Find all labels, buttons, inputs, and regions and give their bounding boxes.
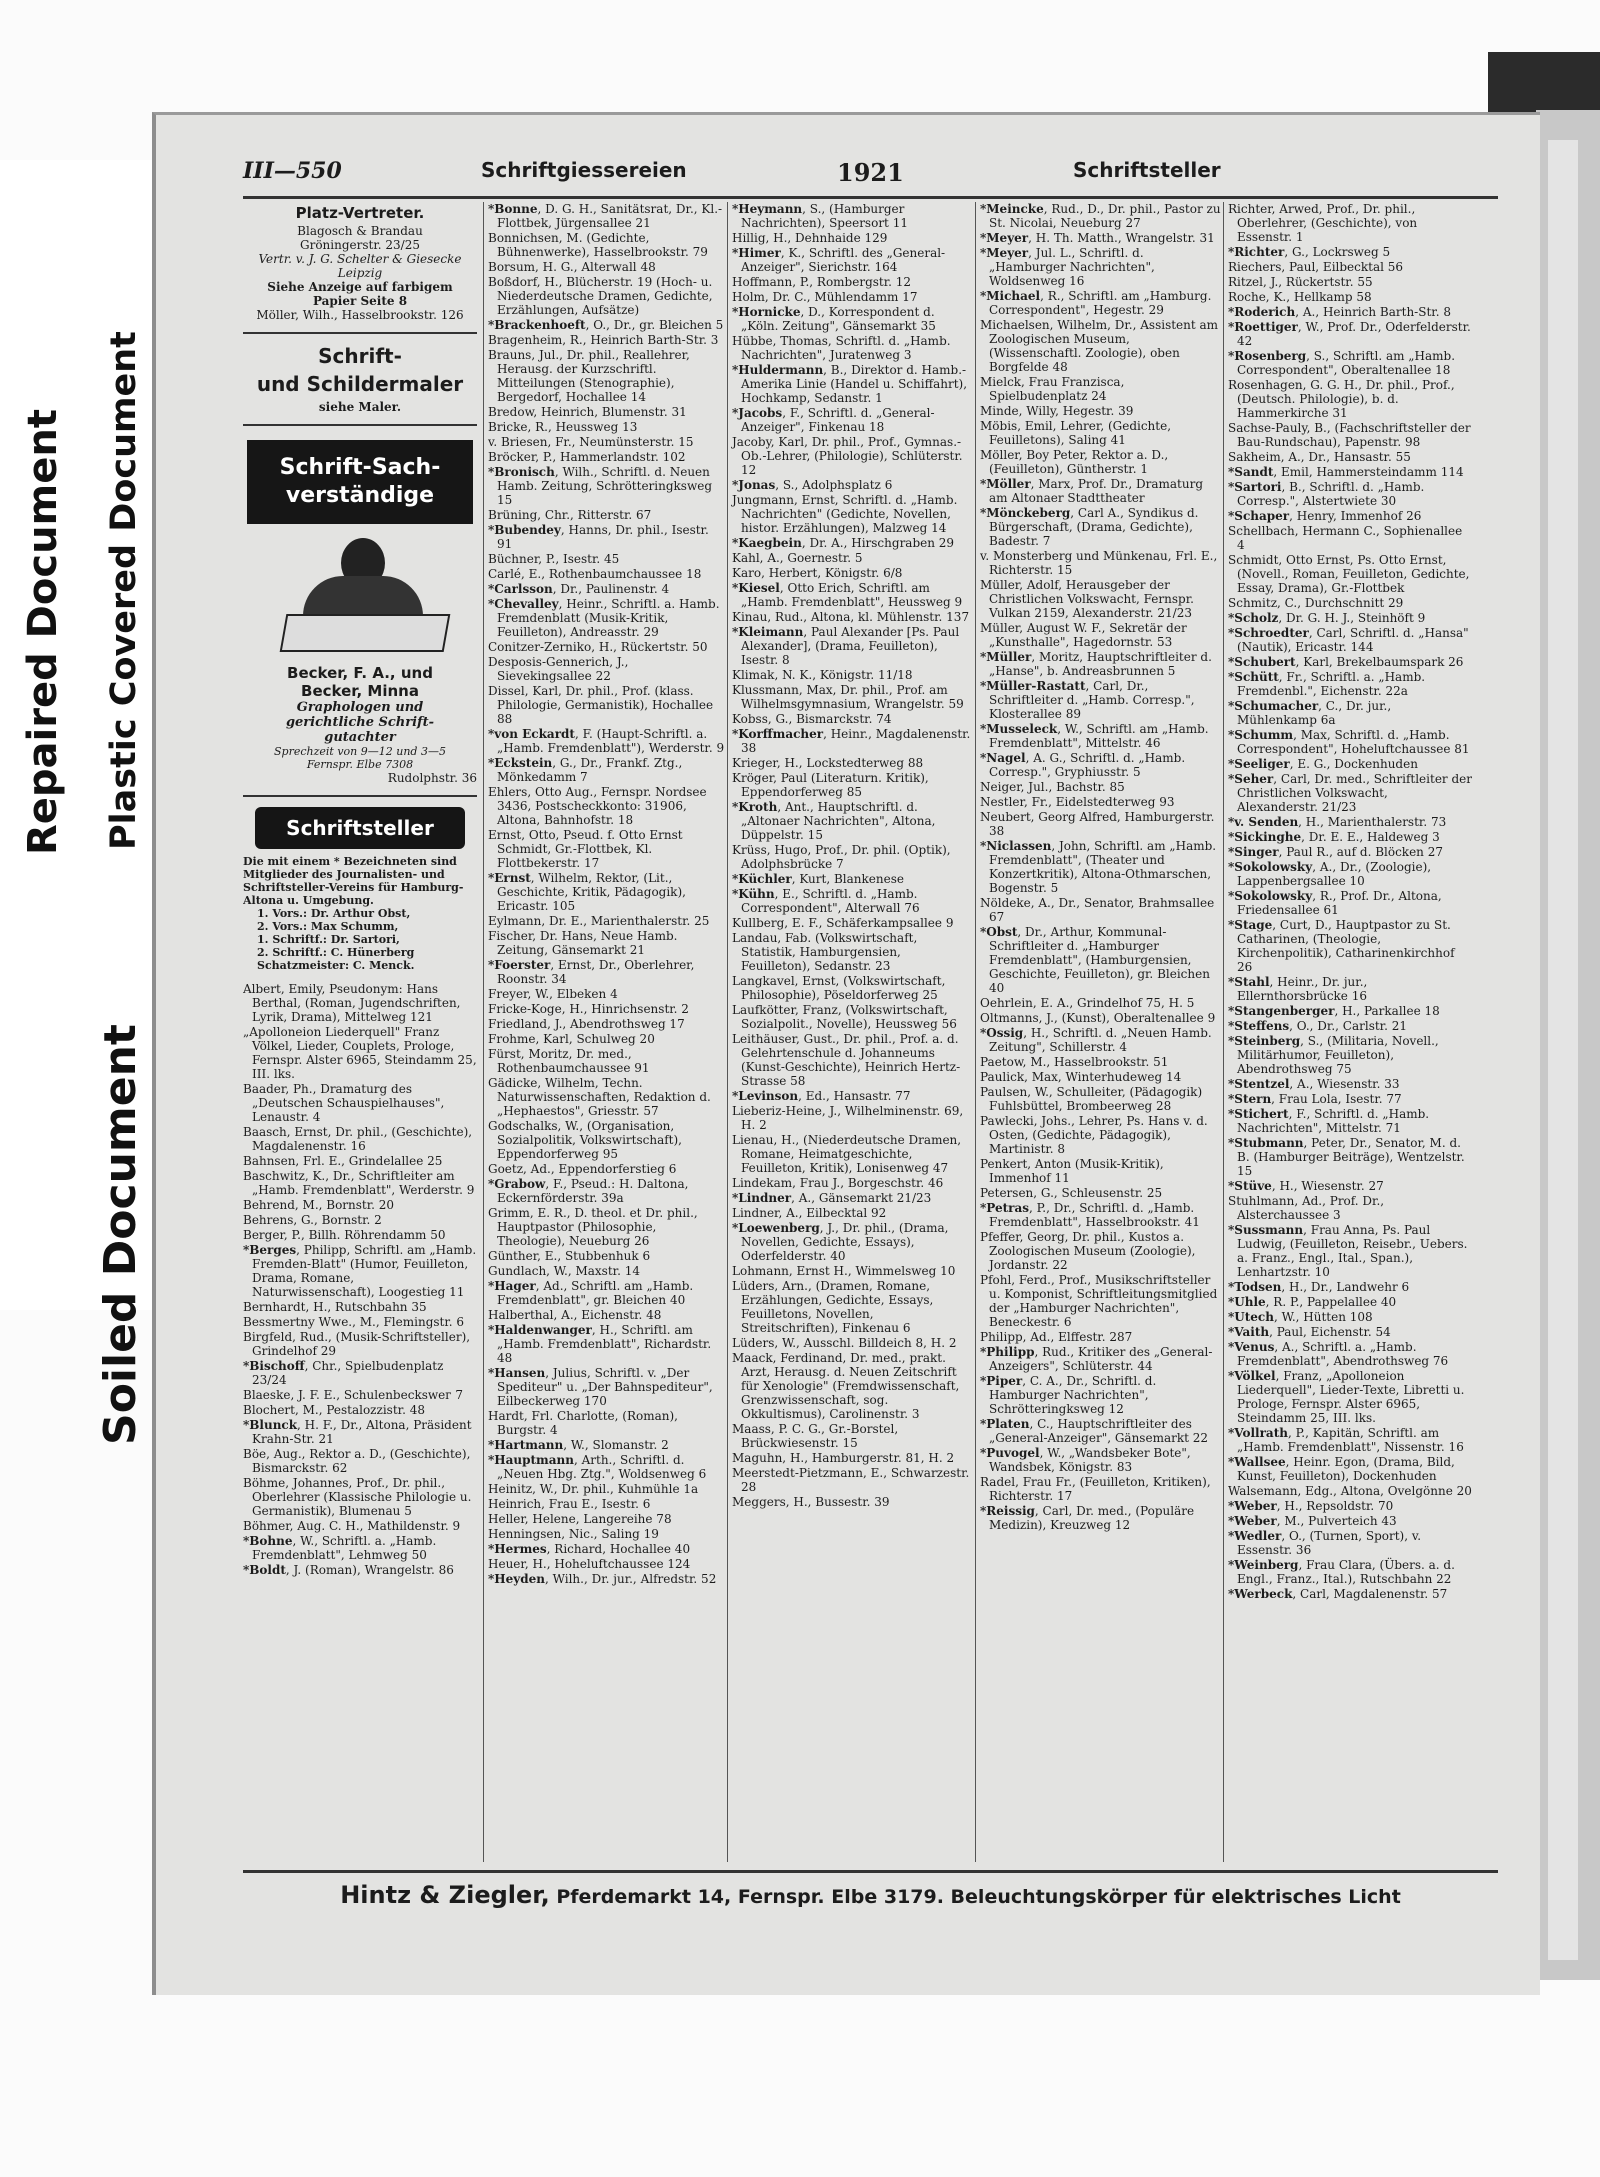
directory-entry: *Korffmacher, Heinr., Magdalenenstr. 38 [732,727,971,755]
directory-entry: Goetz, Ad., Eppendorferstieg 6 [488,1162,677,1176]
directory-entry: *Stubmann, Peter, Dr., Senator, M. d. B. (Hamburger Beiträge), Wentzelstr. 15 [1228,1136,1465,1178]
directory-entry: Jacoby, Karl, Dr. phil., Prof., Gymnas.-Ob.-Lehrer, (Philologie), Schlüterstr. 12 [732,435,963,477]
ad-sach-title: verständige [285,483,435,508]
directory-entry: Grimm, E. R., D. theol. et Dr. phil., Hauptpastor (Philosophie, Theologie), Neueburg 26 [488,1206,698,1248]
directory-entry: *Stahl, Heinr., Dr. jur., Ellernthorsbrücke 16 [1228,975,1368,1003]
adjacent-page-edge-inner [1548,140,1578,1960]
directory-entry: Lienau, H., (Niederdeutsche Dramen, Romane, Heimatgeschichte, Feuilleton, Kritik), Lonisenweg 47 [732,1133,962,1175]
directory-entry: Müller, August W. F., Sekretär der „Kunsthalle", Hagedornstr. 53 [980,621,1187,649]
directory-entry: *Schubert, Karl, Brekelbaumspark 26 [1228,655,1464,669]
directory-entry: Hoffmann, P., Rombergstr. 12 [732,275,912,289]
page-number: III—550 [243,158,342,184]
directory-entry: Baschwitz, K., Dr., Schriftleiter am „Hamb. Fremdenblatt", Werderstr. 9 [243,1169,475,1197]
directory-entry: *Kleimann, Paul Alexander [Ps. Paul Alexander], (Drama, Feuilleton), Isestr. 8 [732,625,960,667]
directory-entry: Hardt, Frl. Charlotte, (Roman), Burgstr. 4 [488,1409,678,1437]
directory-entry: Brauns, Jul., Dr. phil., Reallehrer, Herausg. der Kurzschriftl. Mitteilungen (Stenographie), Bergedorf, Hochallee 14 [488,348,690,404]
directory-entry: *Stangenberger, H., Parkallee 18 [1228,1004,1440,1018]
directory-entry: *Hermes, Richard, Hochallee 40 [488,1542,691,1556]
directory-entry: Leithäuser, Gust., Dr. phil., Prof. a. d. Gelehrtenschule d. Johanneums (Kunst-Geschichte), Heinrich Hertz-Strasse 58 [732,1032,961,1088]
directory-entry: Rosenhagen, G. G. H., Dr. phil., Prof., (Deutsch. Philologie), b. d. Hammerkirche 31 [1228,378,1455,420]
directory-entry: *Obst, Dr., Arthur, Kommunal-Schriftleiter d. „Hamburger Fremdenblatt", (Hamburgensien, Geschichte, Feuilleton), gr. Bleichen 40 [980,925,1210,995]
directory-entry: *Seeliger, E. G., Dockenhuden [1228,757,1418,771]
directory-entry: Möller, Boy Peter, Rektor a. D., (Feuilleton), Güntherstr. 1 [980,448,1169,476]
directory-entry: *Himer, K., Schriftl. des „General-Anzeiger", Sierichstr. 164 [732,246,946,274]
directory-entry: Dissel, Karl, Dr. phil., Prof. (klass. Philologie, Germanistik), Hochallee 88 [488,684,714,726]
directory-entry: *Schaper, Henry, Immenhof 26 [1228,509,1422,523]
directory-entry: Heuer, H., Hoheluftchaussee 124 [488,1557,691,1571]
directory-entry: *Kroth, Ant., Hauptschriftl. d. „Altonaer Nachrichten", Altona, Düppelstr. 15 [732,800,936,842]
directory-entry: v. Monsterberg und Münkenau, Frl. E., Richterstr. 15 [980,549,1218,577]
directory-entry: *Jacobs, F., Schriftl. d. „General-Anzeiger", Finkenau 18 [732,406,935,434]
directory-entry: *Stern, Frau Lola, Isestr. 77 [1228,1092,1402,1106]
directory-entry: Behrend, M., Bornstr. 20 [243,1198,395,1212]
ad-sach-banner [247,440,473,524]
directory-entry: *Völkel, Franz, „Apolloneion Liederquell", Lieder-Texte, Libretti u. Prologe, Fernspr. Alster 6965, Steindamm 25, III. lks. [1228,1369,1465,1425]
column-3-entries [727,202,978,1862]
directory-entry: *Kiesel, Otto Erich, Schriftl. am „Hamb. Fremdenblatt", Heussweg 9 [732,581,963,609]
directory-entry: *Heyden, Wilh., Dr. jur., Alfredstr. 52 [488,1572,717,1586]
directory-entry: Pfeffer, Georg, Dr. phil., Kustos a. Zoologischen Museum (Zoologie), Jordanstr. 22 [980,1230,1196,1272]
directory-entry: *Reissig, Carl, Dr. med., (Populäre Medizin), Kreuzweg 12 [980,1504,1195,1532]
directory-entry: Ritzel, J., Rückertstr. 55 [1228,275,1373,289]
directory-entry: *Bohne, W., Schriftl. a. „Hamb. Fremdenblatt", Lehmweg 50 [243,1534,437,1562]
verein-role: 2. Vors.: Max Schumm, [257,920,399,933]
directory-entry: Laufkötter, Franz, (Volkswirtschaft, Sozialpolit., Novelle), Heussweg 56 [732,1003,957,1031]
directory-entry: Blaeske, J. F. E., Schulenbeckswег 7 [243,1388,463,1402]
directory-entry: *Küchler, Kurt, Blankenese [732,872,904,886]
directory-entry: *Eckstein, G., Dr., Frankf. Ztg., Mönkedamm 7 [488,756,683,784]
directory-entry: Eylmann, Dr. E., Marienthalerstr. 25 [488,914,710,928]
directory-entry: Paetow, M., Hasselbrookstr. 51 [980,1055,1169,1069]
header-left-title: Schriftgiessereien [481,158,687,182]
directory-entry: Bröcker, P., Hammerlandstr. 102 [488,450,686,464]
directory-entry: *Nagel, A. G., Schriftl. d. „Hamb. Corresp.", Gryphiusstr. 5 [980,751,1186,779]
directory-entry: Gundlach, W., Maxstr. 14 [488,1264,640,1278]
directory-entry: Möbis, Emil, Lehrer, (Gedichte, Feuilletons), Saling 41 [980,419,1172,447]
directory-entry: v. Briesen, Fr., Neumünsterstr. 15 [488,435,694,449]
directory-entry: Michaelsen, Wilhelm, Dr., Assistent am Zoologischen Museum, (Wissenschaftl. Zoologie), oben Borgfelde 48 [980,318,1219,374]
directory-entry: *Venus, A., Schriftl. a. „Hamb. Fremdenblatt", Abendrothsweg 76 [1228,1340,1449,1368]
ad-becker-phone: Fernspr. Elbe 7308 [306,758,414,771]
directory-entry: *Puvogel, W., „Wandsbeker Bote", Wandsbek, Königstr. 83 [980,1446,1191,1474]
directory-entry: Krieger, H., Lockstedterweg 88 [732,756,924,770]
ad-becker-hours: Sprechzeit von 9—12 und 3—5 [274,745,446,758]
divider [243,332,477,334]
directory-entry: Behrens, G., Bornstr. 2 [243,1213,382,1227]
directory-entry: *Loewenberg, J., Dr. phil., (Drama, Novellen, Gedichte, Essays), Oderfelderstr. 40 [732,1221,949,1263]
directory-entry: Kobss, G., Bismarckstr. 74 [732,712,892,726]
directory-entry: *Jonas, S., Adolphsplatz 6 [732,478,893,492]
graphologist-illustration [263,534,457,654]
directory-entry: *Schütt, Fr., Schriftl. a. „Hamb. Fremdenbl.", Eichenstr. 22a [1228,670,1426,698]
directory-entry: Hillig, H., Dehnhaide 129 [732,231,888,245]
verein-role: 1. Vors.: Dr. Arthur Obst, [257,907,411,920]
ad-becker-profession: gutachter [324,730,396,745]
directory-entry: Maass, P. C. G., Gr.-Borstel, Brückwiesenstr. 15 [732,1422,899,1450]
directory-entry: Radel, Frau Fr., (Feuilleton, Kritiken), Richterstr. 17 [980,1475,1211,1503]
directory-entry: *Piper, C. A., Dr., Schriftl. d. Hamburger Nachrichten", Schrötteringksweg 12 [980,1374,1157,1416]
section-title-schriftsteller: Schriftsteller [255,807,465,849]
directory-entry: *Michael, R., Schriftl. am „Hamburg. Correspondent", Hegestr. 29 [980,289,1212,317]
directory-entry: Schmidt, Otto Ernst, Ps. Otto Ernst, (Novell., Roman, Feuilleton, Gedichte, Essay, Drama), Gr.-Flottbek [1228,553,1470,595]
directory-entry: Pawlecki, Johs., Lehrer, Ps. Hans v. d. Osten, (Gedichte, Pädagogik), Martinistr. 8 [980,1114,1208,1156]
directory-entry: Böhmer, Aug. C. H., Mathildenstr. 9 [243,1519,461,1533]
directory-entry: *Hauptmann, Arth., Schriftl. d. „Neuen Hbg. Ztg.", Woldsenweg 6 [488,1453,707,1481]
directory-entry: Kullberg, E. F., Schäferkampsallee 9 [732,916,954,930]
directory-entry: Frohme, Karl, Schulweg 20 [488,1032,655,1046]
directory-entry: Lüders, W., Ausschl. Billdeich 8, H. 2 [732,1336,957,1350]
directory-entry: *Stichert, F., Schriftl. d. „Hamb. Nachrichten", Mittelstr. 71 [1228,1107,1430,1135]
directory-entry: Sachse-Pauly, B., (Fachschriftsteller der Bau-Rundschau), Papenstr. 98 [1228,421,1471,449]
ad-schrift-title: und Schildermaler [256,372,464,396]
directory-entry: *Singer, Paul R., auf d. Blöcken 27 [1228,845,1443,859]
ad-becker-profession: gerichtliche Schrift- [285,715,435,730]
directory-entry: Philipp, Ad., Elffestr. 287 [980,1330,1133,1344]
archive-stamps [0,160,158,1445]
directory-entry: Landau, Fab. (Volkswirtschaft, Statistik, Hamburgensien, Feuilleton), Sedanstr. 23 [732,931,918,973]
directory-entry: *Weinberg, Frau Clara, (Übers. a. d. Engl., Franz., Ital.), Rutschbahn 22 [1228,1558,1455,1586]
directory-entry: *Utech, W., Hütten 108 [1228,1310,1373,1324]
verein-role: 1. Schriftf.: Dr. Sartori, [257,933,400,946]
directory-entry: Riechers, Paul, Eilbecktal 56 [1228,260,1404,274]
directory-entry: Klimak, N. K., Königstr. 11/18 [732,668,913,682]
ad-platz-line: Siehe Anzeige auf farbigem [267,280,453,294]
directory-entry: *Lindner, A., Gänsemarkt 21/23 [732,1191,932,1205]
ad-schrift-title: Schrift- [318,344,402,368]
directory-entry: Büchner, P., Isestr. 45 [488,552,620,566]
directory-entry: Jungmann, Ernst, Schriftl. d. „Hamb. Nachrichten" (Gedichte, Novellen, histor. Erzählungen), Malzweg 14 [732,493,958,535]
directory-entry: *Stüve, H., Wiesenstr. 27 [1228,1179,1384,1193]
directory-entry: *Weber, M., Pulverteich 43 [1228,1514,1397,1528]
directory-entry: Günther, E., Stubbenhuk 6 [488,1249,651,1263]
directory-entry: Fürst, Moritz, Dr. med., Rothenbaumchaussee 91 [488,1047,650,1075]
directory-entry: *von Eckardt, F. (Haupt-Schriftl. a. „Hamb. Fremdenblatt"), Werderstr. 9 [488,727,725,755]
directory-entry: *Todsen, H., Dr., Landwehr 6 [1228,1280,1410,1294]
ad-becker-address: Rudolphstr. 36 [387,771,477,785]
directory-entry: *Hager, Ad., Schriftl. am „Hamb. Fremdenblatt", gr. Bleichen 40 [488,1279,694,1307]
directory-entry: *Schroedter, Carl, Schriftl. d. „Hansa" (Nautik), Ericastr. 144 [1228,626,1469,654]
directory-entry: *Musseleck, W., Schriftl. am „Hamb. Fremdenblatt", Mittelstr. 46 [980,722,1209,750]
directory-entry: *Kühn, E., Schriftl. d. „Hamb. Correspondent", Alterwall 76 [732,887,920,915]
directory-entry: Pfohl, Ferd., Prof., Musikschriftsteller u. Komponist, Schriftleitungsmitglied der „Hamburger Nachrichten", Beneckestr. 6 [980,1273,1218,1329]
directory-entry: *Sokolowsky, R., Prof. Dr., Altona, Friedensallee 61 [1228,889,1442,917]
directory-entry: Böhme, Johannes, Prof., Dr. phil., Oberlehrer (Klassische Philologie u. Germanistik), Blumenau 5 [243,1476,472,1518]
directory-entry: *Huldermann, B., Direktor d. Hamb.-Amerika Linie (Handel u. Schiffahrt), Hochkamp, Sedanstr. 1 [732,363,968,405]
directory-entry: *v. Senden, H., Marienthalerstr. 73 [1228,815,1447,829]
directory-entry: *Meyer, Jul. L., Schriftl. d. „Hamburger Nachrichten", Woldsenweg 16 [980,246,1155,288]
directory-entry: Sakheim, A., Dr., Hansastr. 55 [1228,450,1411,464]
column-1-entries [243,982,477,1577]
directory-entry: *Weber, H., Repsoldstr. 70 [1228,1499,1394,1513]
directory-entry: *Scholz, Dr. G. H. J., Steinhöft 9 [1228,611,1426,625]
ad-platz-line: Möller, Wilh., Hasselbrookstr. 126 [256,308,464,322]
directory-entry: Boßdorf, H., Blücherstr. 19 (Hoch- u. Niederdeutsche Dramen, Gedichte, Erzählungen, Aufsätze) [488,275,713,317]
directory-entry: Stuhlmann, Ad., Prof. Dr., Alsterchaussee 3 [1228,1194,1385,1222]
directory-entry: Lohmann, Ernst H., Wimmelsweg 10 [732,1264,956,1278]
directory-entry: *Wedler, O., (Turnen, Sport), v. Essenstr. 36 [1228,1529,1422,1557]
directory-entry: *Möller, Marx, Prof. Dr., Dramaturg am Altonaer Stadttheater [980,477,1204,505]
directory-entry: Maack, Ferdinand, Dr. med., prakt. Arzt, Herausg. d. Neuen Zeitschrift für Xenologie" (Fremdwissenschaft, Grenzwissenschaft, sog. Okkultismus), Carolinenstr. 3 [732,1351,960,1421]
directory-entry: *Hornicke, D., Korrespondent d. „Köln. Zeitung", Gänsemarkt 35 [732,305,936,333]
ad-becker-profession: Graphologen und [296,700,424,715]
directory-entry: *Hartmann, W., Slomanstr. 2 [488,1438,669,1452]
directory-entry: Heller, Helene, Langereihe 78 [488,1512,672,1526]
directory-entry: *Stage, Curt, D., Hauptpastor zu St. Catharinen, (Theologie, Kirchenpolitik), Catharinenkirchhof 26 [1228,918,1455,974]
header-right-title: Schriftsteller [1073,158,1221,182]
directory-entry: Böe, Aug., Rektor a. D., (Geschichte), Bismarckstr. 62 [243,1447,471,1475]
directory-entry: Meggers, H., Bussestr. 39 [732,1495,890,1509]
directory-entry: Hübbe, Thomas, Schriftl. d. „Hamb. Nachrichten", Juratenweg 3 [732,334,951,362]
directory-entry: Birgfeld, Rud., (Musik-Schriftsteller), Grindelhof 29 [243,1330,471,1358]
directory-entry: Schellbach, Hermann C., Sophienallee 4 [1228,524,1463,552]
directory-entry: Henningsen, Nic., Saling 19 [488,1527,659,1541]
verein-note: Die mit einem * Bezeichneten sind Mitglieder des Journalisten- und Schriftsteller-Vereins für Hamburg-Altona u. Umgebung. [243,855,464,907]
directory-entry: Baasch, Ernst, Dr. phil., (Geschichte), Magdalenenstr. 16 [243,1125,473,1153]
directory-entry: *Heymann, S., (Hamburger Nachrichten), Speersort 11 [732,202,908,230]
footer-text: Pferdemarkt 14, Fernspr. Elbe 3179. Beleuchtungskörper für elektrisches Licht [556,1886,1401,1908]
directory-entry: Kahl, A., Goernestr. 5 [732,551,863,565]
ad-schriftsteller-verein [243,807,477,972]
directory-entry: Minde, Willy, Hegestr. 39 [980,404,1134,418]
directory-entry: Carlé, E., Rothenbaumchaussee 18 [488,567,702,581]
ad-schildermaler [243,344,477,414]
page-header [243,150,1498,199]
stamp-repaired: Repaired Document [20,409,66,855]
directory-entry: Nestler, Fr., Eidelstedterweg 93 [980,795,1175,809]
directory-entry: *Hansen, Julius, Schriftl. v. „Der Spediteur" u. „Der Bahnspediteur", Eilbeckerweg 170 [488,1366,713,1408]
directory-entry: Borsum, H. G., Alterwall 48 [488,260,656,274]
directory-entry: Desposis-Gennerich, J., Sievekingsallee 22 [488,655,629,683]
verein-role: 2. Schriftf.: C. Hünerberg [257,946,415,959]
ad-platz-line: Blagosch & Brandau [297,224,423,238]
ad-platz-line: Leipzig [337,266,383,280]
divider [243,795,477,797]
directory-entry: Bragenheim, R., Heinrich Barth-Str. 3 [488,333,719,347]
ad-becker-name: Becker, F. A., und [287,664,433,682]
directory-entry: Karo, Herbert, Königstr. 6/8 [732,566,903,580]
directory-entry: Paulsen, W., Schulleiter, (Pädagogik) Fuhlsbüttel, Brombeerweg 28 [980,1085,1203,1113]
directory-entry: Godschalks, W., (Organisation, Sozialpolitik, Volkswirtschaft), Eppendorferweg 95 [488,1119,682,1161]
directory-entry: *Chevalley, Heinr., Schriftl. a. Hamb. Fremdenblatt (Musik-Kritik, Feuilleton), Andreasstr. 29 [488,597,720,639]
directory-entry: *Bischoff, Chr., Spielbudenplatz 23/24 [243,1359,444,1387]
directory-entry: Nöldeke, A., Dr., Senator, Brahmsallee 67 [980,896,1215,924]
directory-entry: Bonnichsen, M. (Gedichte, Bühnenwerke), Hasselbrookstr. 79 [488,231,708,259]
directory-entry: Bernhardt, H., Rutschbahn 35 [243,1300,427,1314]
directory-entry: *Bronisch, Wilh., Schriftl. d. Neuen Hamb. Zeitung, Schrötteringksweg 15 [488,465,713,507]
directory-entry: *Bonne, D. G. H., Sanitätsrat, Dr., Kl.-Flottbek, Jürgensallee 21 [488,202,723,230]
directory-entry: Bahnsen, Frl. E., Grindelallee 25 [243,1154,443,1168]
directory-entry: Ehlers, Otto Aug., Fernspr. Nordsee 3436, Postscheckkonto: 31906, Altona, Bahnhofstr. 18 [488,785,707,827]
directory-entry: Oehrlein, E. A., Grindelhof 75, H. 5 [980,996,1195,1010]
directory-entry: *Werbeck, Carl, Magdalenenstr. 57 [1228,1587,1448,1601]
verein-role: Schatzmeister: C. Menck. [257,959,415,972]
directory-entry: *Berges, Philipp, Schriftl. am „Hamb. Fremden-Blatt" (Humor, Feuilleton, Drama, Romane, Naturwissenschaft), Loogestieg 11 [243,1243,477,1299]
directory-entry: Oltmanns, J., (Kunst), Oberaltenallee 9 [980,1011,1216,1025]
directory-entry: Krüss, Hugo, Prof., Dr. phil. (Optik), Adolphsbrücke 7 [732,843,951,871]
directory-entry: Kinau, Rud., Altona, kl. Mühlenstr. 137 [732,610,970,624]
advert-column [243,202,483,1862]
stamp-soiled: Soiled Document [95,1024,146,1445]
directory-entry: Langkavel, Ernst, (Volkswirtschaft, Philosophie), Pöseldorferweg 25 [732,974,946,1002]
directory-entry: Paulick, Max, Winterhudeweg 14 [980,1070,1182,1084]
directory-entry: Gädicke, Wilhelm, Techn. Naturwissenschaften, Redaktion d. „Hephaestos", Griesstr. 57 [488,1076,711,1118]
directory-entry: Bredow, Heinrich, Blumenstr. 31 [488,405,687,419]
directory-entry: Heinrich, Frau E., Isestr. 6 [488,1497,651,1511]
directory-entry: Mielck, Frau Franzisca, Spielbudenplatz 24 [980,375,1125,403]
directory-entry: *Vollrath, P., Kapitän, Schriftl. am „Hamb. Fremdenblatt", Nissenstr. 16 [1228,1426,1464,1454]
directory-entry: Bessmertny Wwe., M., Flemingstr. 6 [243,1315,465,1329]
footer-advert [243,1870,1498,1917]
directory-entry: Conitzer-Zerniko, H., Rückertstr. 50 [488,640,708,654]
directory-entry: Lieberiz-Heine, J., Wilhelminenstr. 69, H. 2 [732,1104,964,1132]
directory-entry: *Wallsee, Heinr. Egon, (Drama, Bild, Kunst, Feuilleton), Dockenhuden [1228,1455,1455,1483]
directory-entry: Meerstedt-Pietzmann, E., Schwarzestr. 28 [732,1466,970,1494]
directory-entry: *Rosenberg, S., Schriftl. am „Hamb. Correspondent", Oberaltenallee 18 [1228,349,1456,377]
directory-entry: *Meyer, H. Th. Matth., Wrangelstr. 31 [980,231,1215,245]
directory-entry: Heinitz, W., Dr. phil., Kuhmühle 1a [488,1482,699,1496]
column-5-entries [1223,202,1476,1862]
ad-schrift-sachverstaendige [243,440,477,785]
directory-entry: Neubert, Georg Alfred, Hamburgerstr. 38 [980,810,1215,838]
directory-entry: *Müller-Rastatt, Carl, Dr., Schriftleiter d. „Hamb. Corresp.", Klosterallee 89 [980,679,1195,721]
ad-sach-title: Schrift-Sach- [279,455,441,480]
directory-entry: *Stentzel, A., Wiesenstr. 33 [1228,1077,1400,1091]
directory-entry: Schmitz, C., Durchschnitt 29 [1228,596,1404,610]
column-2-entries [483,202,730,1862]
columns [243,202,1498,1862]
directory-entry: Maguhn, H., Hamburgerstr. 81, H. 2 [732,1451,955,1465]
directory-entry: *Carlsson, Dr., Paulinenstr. 4 [488,582,670,596]
directory-entry: *Niclassen, John, Schriftl. am „Hamb. Fremdenblatt", (Theater und Konzertkritik), Altona-Othmarschen, Bogenstr. 5 [980,839,1217,895]
directory-entry: Neiger, Jul., Bachstr. 85 [980,780,1125,794]
directory-entry: *Boldt, J. (Roman), Wrangelstr. 86 [243,1563,454,1577]
directory-entry: *Sartori, B., Schriftl. d. „Hamb. Corresp.", Alstertwiete 30 [1228,480,1425,508]
ad-becker-name: Becker, Minna [301,682,419,700]
directory-entry: *Sokolowsky, A., Dr., (Zoologie), Lappenbergsallee 10 [1228,860,1432,888]
directory-page [243,150,1498,1940]
directory-entry: *Foerster, Ernst, Dr., Oberlehrer, Roonstr. 34 [488,958,695,986]
directory-entry: Friedland, J., Abendrothsweg 17 [488,1017,685,1031]
directory-entry: *Brackenhoeft, O., Dr., gr. Bleichen 5 [488,318,724,332]
directory-entry: Bricke, R., Heussweg 13 [488,420,638,434]
ad-platz-line: Gröningerstr. 23/25 [300,238,420,252]
directory-entry: Richter, Arwed, Prof., Dr. phil., Oberlehrer, (Geschichte), von Essenstr. 1 [1228,202,1418,244]
directory-entry: Halberthal, A., Eichenstr. 48 [488,1308,662,1322]
directory-entry: Freyer, W., Elbeken 4 [488,987,618,1001]
directory-entry: *Richter, G., Lockrsweg 5 [1228,245,1391,259]
directory-entry: Baader, Ph., Dramaturg des „Deutschen Schauspielhauses", Lenaustr. 4 [243,1082,445,1124]
ad-platz-title: Platz-Vertreter. [295,204,425,222]
directory-entry: „Apolloneion Liederquell" Franz Völkel, Lieder, Couplets, Prologe, Fernspr. Alster 6965, Steindamm 25, III. lks. [243,1025,477,1081]
directory-entry: Penkert, Anton (Musik-Kritik), Immenhof 11 [980,1157,1164,1185]
directory-entry: *Uhle, R. P., Pappelallee 40 [1228,1295,1397,1309]
directory-entry: *Sickinghe, Dr. E. E., Haldeweg 3 [1228,830,1440,844]
directory-entry: Berger, P., Billh. Röhrendamm 50 [243,1228,446,1242]
directory-entry: Ernst, Otto, Pseud. f. Otto Ernst Schmidt, Gr.-Flottbek, Kl. Flottbekerstr. 17 [488,828,683,870]
directory-entry: *Schumm, Max, Schriftl. d. „Hamb. Correspondent", Hoheluftchaussee 81 [1228,728,1470,756]
directory-entry: Lüders, Arn., (Dramen, Romane, Erzählungen, Gedichte, Essays, Feuilletons, Novellen, Streitschriften), Finkenau 6 [732,1279,934,1335]
directory-entry: *Steffens, O., Dr., Carlstr. 21 [1228,1019,1407,1033]
directory-entry: Petersen, G., Schleusenstr. 25 [980,1186,1163,1200]
directory-entry: *Sandt, Emil, Hammersteindamm 114 [1228,465,1464,479]
directory-entry: Albert, Emily, Pseudonym: Hans Berthal, (Roman, Jugendschriften, Lyrik, Drama), Mittelweg 121 [243,982,461,1024]
stamp-plastic-covered: Plastic Covered Document [104,331,144,850]
directory-entry: Fricke-Koge, H., Hinrichsenstr. 2 [488,1002,689,1016]
directory-entry: *Bubendey, Hanns, Dr. phil., Isestr. 91 [488,523,709,551]
directory-entry: Müller, Adolf, Herausgeber der Christlichen Volkswacht, Fernspr. Vulkan 2159, Alexanderstr. 21/23 [980,578,1194,620]
directory-entry: *Meincke, Rud., D., Dr. phil., Pastor zu St. Nicolai, Neueburg 27 [980,202,1221,230]
directory-entry: *Roderich, A., Heinrich Barth-Str. 8 [1228,305,1451,319]
directory-entry: *Vaith, Paul, Eichenstr. 54 [1228,1325,1391,1339]
directory-entry: *Haldenwanger, H., Schriftl. am „Hamb. Fremdenblatt", Richardstr. 48 [488,1323,712,1365]
directory-entry: Klussmann, Max, Dr. phil., Prof. am Wilhelmsgymnasium, Wrangelstr. 59 [732,683,964,711]
directory-entry: *Steinberg, S., (Militaria, Novell., Militärhumor, Feuilleton), Abendrothsweg 75 [1228,1034,1439,1076]
directory-entry: *Müller, Moritz, Hauptschriftleiter d. „Hanse", b. Andreasbrunnen 5 [980,650,1212,678]
directory-entry: Blochert, M., Pestalozzistr. 48 [243,1403,425,1417]
directory-entry: *Ernst, Wilhelm, Rektor, (Lit., Geschichte, Kritik, Pädagogik), Ericastr. 105 [488,871,686,913]
directory-entry: Roche, K., Hellkamp 58 [1228,290,1372,304]
ad-schrift-ref: siehe Maler. [318,400,402,414]
directory-entry: *Levinson, Ed., Hansastr. 77 [732,1089,911,1103]
directory-entry: *Seher, Carl, Dr. med., Schriftleiter der Christlichen Volkswacht, Alexanderstr. 21/23 [1228,772,1472,814]
directory-entry: *Ossig, H., Schriftl. d. „Neuen Hamb. Zeitung", Schillerstr. 4 [980,1026,1212,1054]
directory-entry: *Kaegbein, Dr. A., Hirschgraben 29 [732,536,955,550]
directory-entry: *Grabow, F., Pseud.: H. Daltona, Eckernförderstr. 39a [488,1177,689,1205]
divider [243,424,477,426]
directory-entry: Brüning, Chr., Ritterstr. 67 [488,508,652,522]
directory-entry: *Schumacher, C., Dr. jur., Mühlenkamp 6a [1228,699,1392,727]
ad-platz-line: Papier Seite 8 [312,294,408,308]
directory-entry: *Roettiger, W., Prof. Dr., Oderfelderstr. 42 [1228,320,1471,348]
directory-entry: Lindner, A., Eilbecktal 92 [732,1206,887,1220]
directory-entry: *Platen, C., Hauptschriftleiter des „General-Anzeiger", Gänsemarkt 22 [980,1417,1209,1445]
column-4-entries [975,202,1226,1862]
directory-entry: Kröger, Paul (Literaturn. Kritik), Eppendorferweg 85 [732,771,929,799]
ad-platz-vertreter [243,206,477,322]
directory-entry: *Philipp, Rud., Kritiker des „General-Anzeigers", Schlüterstr. 44 [980,1345,1213,1373]
footer-brand: Hintz & Ziegler, [340,1881,550,1909]
directory-entry: Fischer, Dr. Hans, Neue Hamb. Zeitung, Gänsemarkt 21 [488,929,678,957]
directory-entry: *Blunck, H. F., Dr., Altona, Präsident Krahn-Str. 21 [243,1418,472,1446]
directory-entry: Holm, Dr. C., Mühlendamm 17 [732,290,918,304]
ad-platz-line: Vertr. v. J. G. Schelter & Giesecke [258,252,462,266]
directory-entry: Walsemann, Edg., Altona, Ovelgönne 20 [1228,1484,1472,1498]
directory-entry: *Sussmann, Frau Anna, Ps. Paul Ludwig, (Feuilleton, Reisebr., Uebers. a. Franz., Engl., Ital., Span.), Lenhartzstr. 10 [1228,1223,1468,1279]
header-year: 1921 [837,158,904,187]
directory-entry: *Petras, P., Dr., Schriftl. d. „Hamb. Fremdenblatt", Hasselbrookstr. 41 [980,1201,1200,1229]
directory-entry: Lindekam, Frau J., Borgeschstr. 46 [732,1176,944,1190]
directory-entry: *Mönckeberg, Carl A., Syndikus d. Bürgerschaft, (Drama, Gedichte), Badestr. 7 [980,506,1199,548]
